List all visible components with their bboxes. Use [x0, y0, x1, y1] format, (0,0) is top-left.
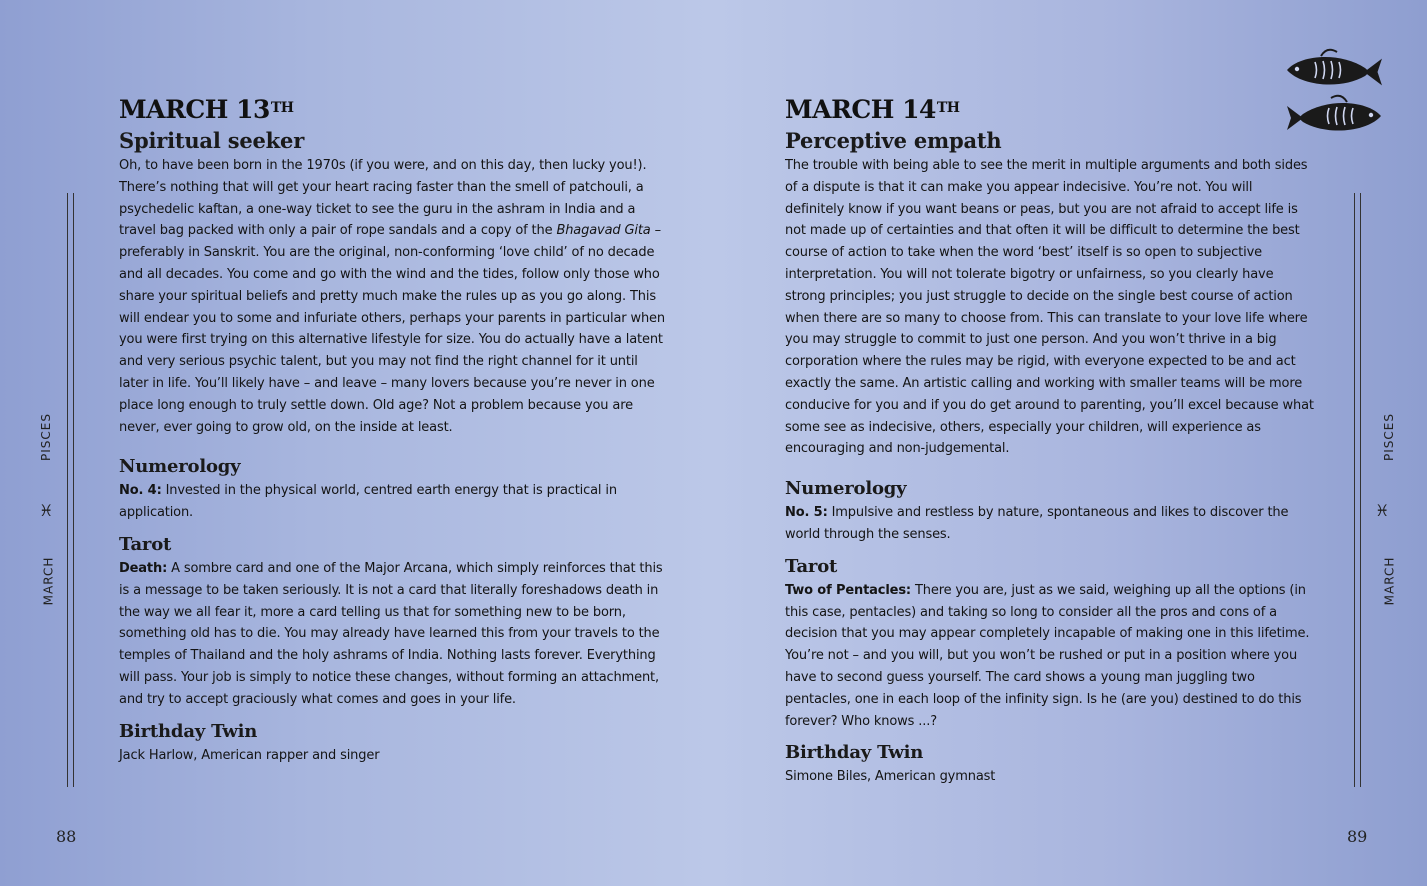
- tarot-heading: Tarot: [785, 555, 838, 577]
- pisces-symbol-icon: ♓: [39, 501, 55, 520]
- tarot-text: Death: A sombre card and one of the Major Arcana, which simply reinforces that this is a message to be taken seriously. It is not a card that literally foreshadows death in the way we all fear it, more a card telling us that for something new to be born, something old has to die. You may already have learned this from your travels to the temples of Thailand and the holy ashrams of India. Nothing lasts forever. Everything will pass. Your job is simply to notice these changes, without forming an attachment, and try to accept graciously what comes and goes in your life.: [119, 560, 663, 707]
- numerology-heading: Numerology: [119, 456, 241, 478]
- numerology-text: No. 5: Impulsive and restless by nature, spontaneous and likes to discover the world through the senses.: [785, 505, 1289, 542]
- birthday-twin-heading: Birthday Twin: [119, 720, 258, 742]
- page-number: 89: [1347, 827, 1368, 846]
- pisces-symbol-icon: ♓: [1375, 501, 1391, 520]
- birthday-twin-text: Simone Biles, American gymnast: [785, 769, 996, 785]
- side-label-sign: PISCES: [38, 413, 53, 461]
- entry-march-14: [785, 93, 1315, 788]
- book-title: Bhagavad Gita: [556, 223, 651, 239]
- tarot-heading: Tarot: [119, 533, 172, 555]
- entry-body: The trouble with being able to see the merit in multiple arguments and both sides of a dispute is that it can make you appear indecisive. You’re not. You will definitely know if you want beans or peas, but you are not afraid to accept life is not made up of certainties and that often it will be difficult to determine the best course of action to take when the word ‘best’ itself is so open to subjective interpretation. You will not tolerate bigotry or unfairness, so you clearly have strong principles; you just struggle to decide on the single best course of action when there are so many to choose from. This can translate to your love life where you may struggle to commit to just one person. And you won’t thrive in a big corporation where the rules may be rigid, with everyone expected to be and act exactly the same. An artistic calling and working with smaller teams will be more conducive for you and if you do get around to parenting, you’ll excel because what some see as indecisive, others, especially your children, will experience as encouraging and non-judgemental.: [785, 158, 1314, 457]
- side-rule: [67, 193, 74, 787]
- right-page: [713, 0, 1427, 886]
- date-heading: MARCH 13TH: [119, 95, 294, 124]
- entry-subtitle: Spiritual seeker: [119, 128, 305, 153]
- birthday-twin-heading: Birthday Twin: [785, 742, 924, 764]
- side-label-month: MARCH: [1382, 556, 1397, 606]
- entry-march-13: [119, 93, 667, 766]
- date-suffix: TH: [936, 100, 960, 116]
- numerology-heading: Numerology: [785, 478, 907, 500]
- date-heading: MARCH 14TH: [785, 95, 960, 124]
- side-label-month: MARCH: [41, 556, 56, 606]
- left-page: [0, 0, 713, 886]
- entry-subtitle: Perceptive empath: [785, 128, 1002, 153]
- birthday-twin-text: Jack Harlow, American rapper and singer: [119, 747, 380, 763]
- page-number: 88: [56, 827, 77, 846]
- date-suffix: TH: [270, 100, 294, 116]
- side-rule: [1354, 193, 1361, 787]
- entry-body: Oh, to have been born in the 1970s (if you were, and on this day, then lucky you!). There’s nothing that will get your heart racing faster than the smell of patchouli, a psychedelic kaftan, a one-way ticket to see the guru in the ashram in India and a travel bag packed with only a pair of rope sandals and a copy of the Bhagavad Gita – preferably in Sanskrit. You are the original, non-conforming ‘love child’ of no decade and all decades. You come and go with the wind and the tides, follow only those who share your spiritual beliefs and pretty much make the rules up as you go along. This will endear you to some and infuriate others, perhaps your parents in particular when you were first trying on this alternative lifestyle for size. You do actually have a latent and very serious psychic talent, but you may not find the right channel for it until later in life. You’ll likely have – and leave – many lovers because you’re never in one place long enough to truly settle down. Old age? Not a problem because you are never, ever going to grow old, on the inside at least.: [119, 158, 665, 435]
- tarot-text: Two of Pentacles: There you are, just as we said, weighing up all the options (in this case, pentacles) and taking so long to consider all the pros and cons of a decision that you may appear completely incapable of making one in this lifetime. You’re not – and you will, but you won’t be rushed or put in a position where you have to second guess yourself. The card shows a young man juggling two pentacles, one in each loop of the infinity sign. Is he (are you) destined to do this forever? Who knows ...?: [785, 582, 1310, 729]
- numerology-text: No. 4: Invested in the physical world, centred earth energy that is practical in application.: [119, 483, 617, 521]
- side-label-sign: PISCES: [1381, 413, 1396, 461]
